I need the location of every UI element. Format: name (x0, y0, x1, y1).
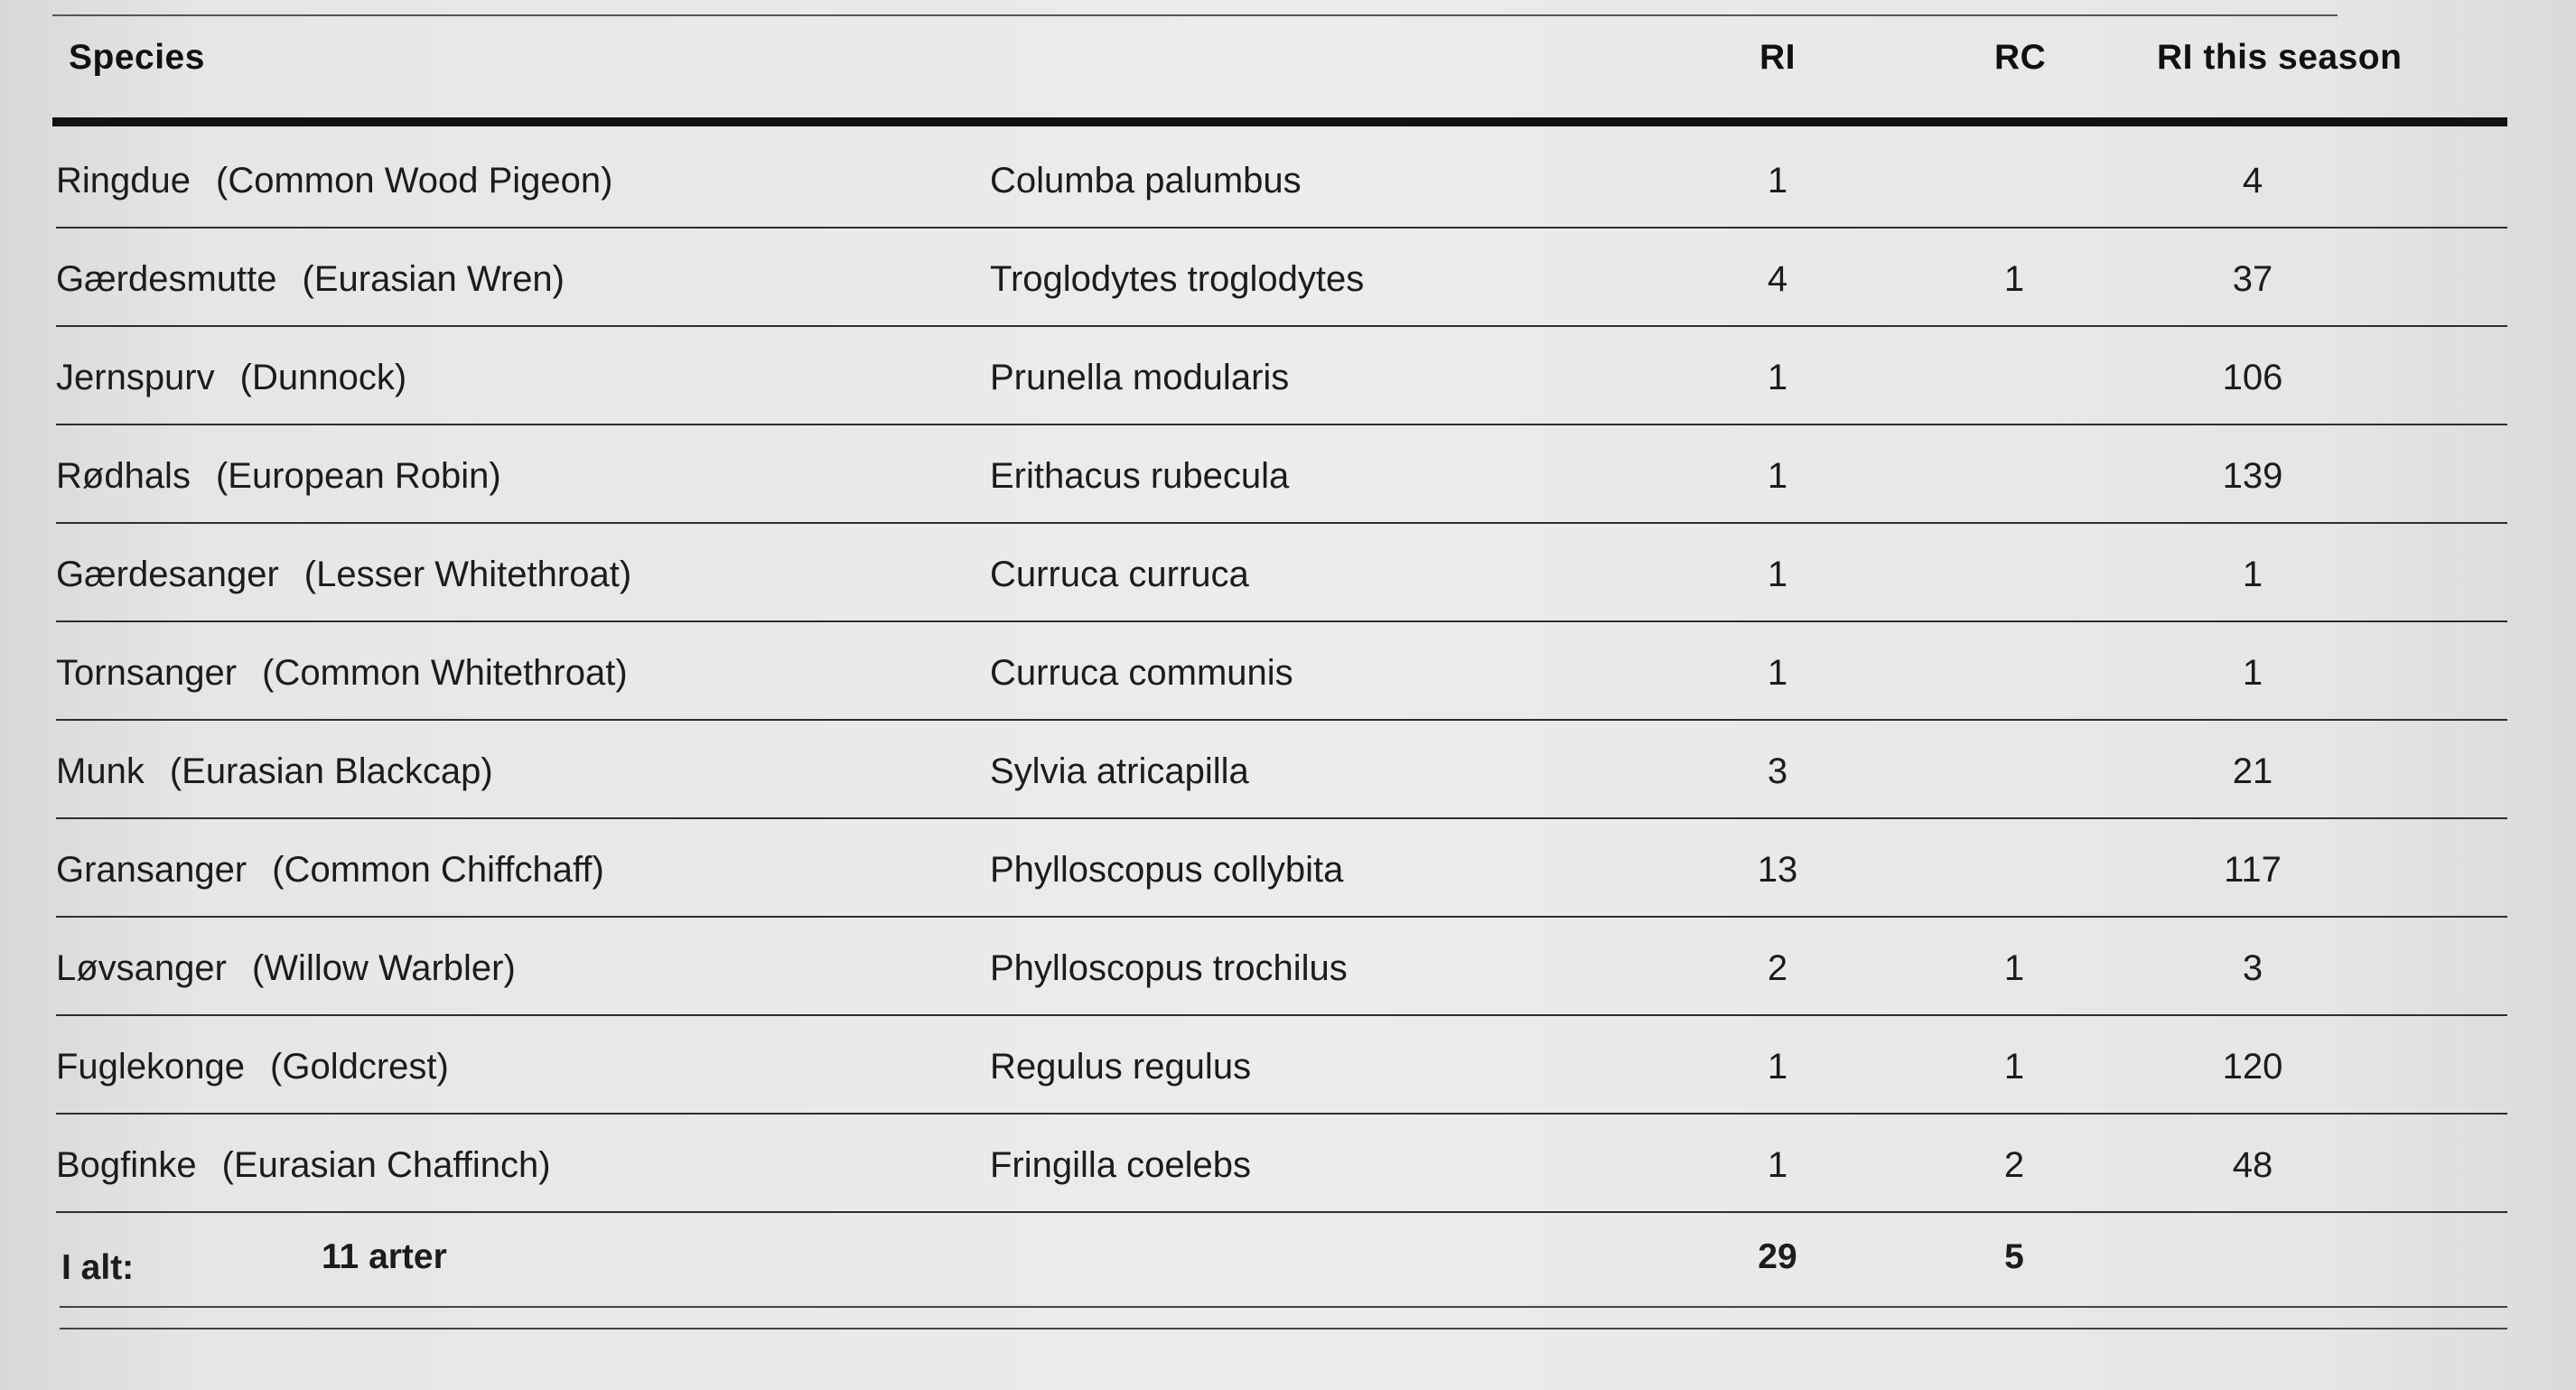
latin-name: Phylloscopus trochilus (990, 948, 1348, 988)
table-row (0, 918, 2576, 1016)
english-name: (Common Chiffchaff) (272, 850, 604, 890)
species-common-name (56, 751, 493, 792)
table-row (0, 1115, 2576, 1213)
rc-value: 1 (2003, 259, 2025, 299)
english-name: (Eurasian Wren) (302, 259, 565, 299)
english-name: (Dunnock) (239, 358, 407, 397)
table-row (0, 229, 2576, 327)
ri-value: 2 (1767, 948, 1788, 988)
ri-value: 1 (1767, 555, 1788, 594)
local-name: Tornsanger (56, 653, 238, 693)
header-divider (52, 117, 2507, 126)
species-common-name (56, 1047, 449, 1087)
english-name: (European Robin) (215, 456, 501, 496)
total-rc: 5 (2004, 1237, 2024, 1276)
latin-name: Erithacus rubecula (990, 456, 1290, 496)
header-ri-this-season: RI this season (2157, 38, 2403, 77)
english-name: (Common Whitethroat) (262, 653, 628, 693)
total-row (0, 1210, 2576, 1301)
ri-season-value: 48 (2232, 1145, 2273, 1185)
ri-season-value: 1 (2242, 653, 2263, 693)
ri-value: 4 (1767, 259, 1788, 299)
local-name: Gærdesanger (56, 555, 279, 594)
english-name: (Eurasian Chaffinch) (221, 1145, 551, 1185)
english-name: (Common Wood Pigeon) (216, 161, 613, 201)
latin-name: Sylvia atricapilla (990, 751, 1249, 791)
english-name: (Lesser Whitethroat) (303, 555, 632, 594)
latin-name: Curruca curruca (990, 555, 1249, 594)
ri-value: 1 (1767, 456, 1788, 496)
ri-season-value: 3 (2242, 948, 2263, 988)
ri-value: 1 (1767, 358, 1788, 397)
footer-rule-1 (60, 1306, 2507, 1308)
table-row (0, 425, 2576, 524)
local-name: Ringdue (56, 161, 191, 201)
local-name: Gransanger (56, 850, 247, 890)
ri-season-value: 120 (2222, 1047, 2283, 1087)
ri-value: 13 (1757, 850, 1798, 890)
ri-value: 3 (1767, 751, 1788, 791)
local-name: Munk (56, 751, 145, 791)
species-common-name (56, 456, 501, 497)
ri-season-value: 106 (2222, 358, 2283, 397)
table-row (0, 130, 2576, 229)
latin-name: Curruca communis (990, 653, 1293, 693)
ri-season-value: 1 (2242, 555, 2263, 594)
english-name: (Willow Warbler) (251, 948, 516, 988)
table-row (0, 721, 2576, 819)
header-species: Species (69, 38, 205, 77)
total-ri: 29 (1758, 1237, 1797, 1276)
species-common-name (56, 653, 628, 694)
ri-value: 1 (1767, 653, 1788, 693)
rc-value: 2 (2003, 1145, 2025, 1185)
english-name: (Eurasian Blackcap) (169, 751, 493, 791)
header-rc: RC (1994, 38, 2047, 77)
local-name: Jernspurv (56, 358, 215, 397)
latin-name: Troglodytes troglodytes (990, 259, 1365, 299)
header-ri: RI (1759, 38, 1796, 77)
table-row (0, 622, 2576, 721)
table-row (0, 524, 2576, 622)
english-name: (Goldcrest) (270, 1047, 449, 1087)
ri-season-value: 117 (2224, 850, 2282, 890)
latin-name: Regulus regulus (990, 1047, 1252, 1087)
ri-value: 1 (1767, 1145, 1788, 1185)
local-name: Gærdesmutte (56, 259, 277, 299)
species-common-name (56, 161, 612, 201)
local-name: Rødhals (56, 456, 191, 496)
latin-name: Fringilla coelebs (990, 1145, 1252, 1185)
local-name: Bogfinke (56, 1145, 197, 1185)
total-species-count: 11 arter (322, 1237, 447, 1276)
ri-value: 1 (1767, 161, 1788, 201)
latin-name: Columba palumbus (990, 161, 1302, 201)
rc-value: 1 (2003, 1047, 2025, 1087)
ri-season-value: 37 (2232, 259, 2273, 299)
species-common-name (56, 259, 565, 300)
rc-value: 1 (2003, 948, 2025, 988)
table-row (0, 819, 2576, 918)
latin-name: Prunella modularis (990, 358, 1290, 397)
ri-value: 1 (1767, 1047, 1788, 1087)
table-row (0, 1016, 2576, 1115)
local-name: Fuglekonge (56, 1047, 246, 1087)
species-common-name (56, 1145, 551, 1186)
table-row (0, 327, 2576, 425)
total-label: I alt: (61, 1248, 135, 1287)
latin-name: Phylloscopus collybita (990, 850, 1344, 890)
footer-rule-2 (60, 1328, 2507, 1329)
top-rule (52, 14, 2338, 16)
species-common-name (56, 850, 604, 891)
ri-season-value: 4 (2242, 161, 2263, 201)
species-common-name (56, 948, 516, 989)
ri-season-value: 139 (2222, 456, 2283, 496)
species-common-name (56, 358, 406, 398)
local-name: Løvsanger (56, 948, 227, 988)
species-common-name (56, 555, 631, 595)
ri-season-value: 21 (2232, 751, 2273, 791)
